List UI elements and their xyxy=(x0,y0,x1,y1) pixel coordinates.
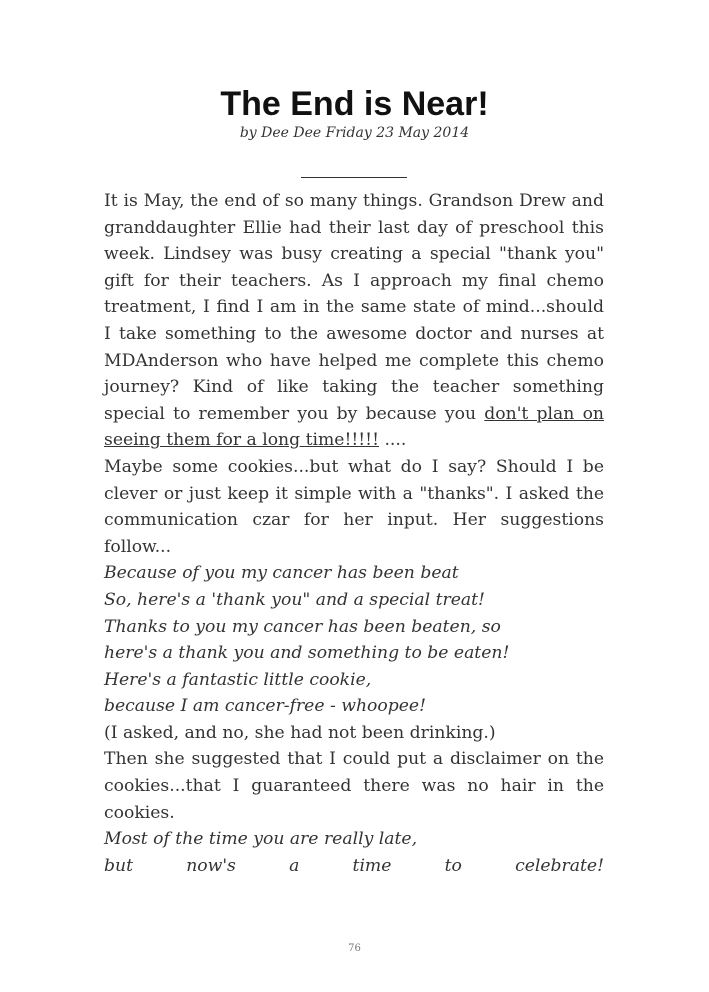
paragraph-cookies: Maybe some cookies...but what do I say? Should I be clever or just keep it simple with a "thanks". I asked the communication czar for her input. Her suggestions follow... xyxy=(104,456,604,557)
poem-line: So, here's a 'thank you" and a special treat! xyxy=(104,589,485,610)
page-number: 76 xyxy=(348,943,361,954)
article-body xyxy=(104,188,604,879)
title-divider xyxy=(301,177,407,178)
poem-line: Here's a fantastic little cookie, xyxy=(104,669,372,690)
poem-line: Because of you my cancer has been beat xyxy=(104,563,459,584)
paragraph-intro-ellipsis: .... xyxy=(379,430,407,451)
paragraph-intro xyxy=(104,188,604,454)
poem-line: here's a thank you and something to be eaten! xyxy=(104,643,510,664)
article-title: The End is Near! xyxy=(220,85,489,123)
paragraph-disclaimer: Then she suggested that I could put a disclaimer on the cookies...that I guaranteed there was no hair in the cookies. xyxy=(104,749,604,823)
poem-line: because I am cancer-free - whoopee! xyxy=(104,696,426,717)
article-byline: by Dee Dee Friday 23 May 2014 xyxy=(239,125,470,141)
aside-note: (I asked, and no, she had not been drinking.) xyxy=(104,722,496,743)
closing-line: but now's a time to celebrate! xyxy=(104,855,604,876)
poem-line: Thanks to you my cancer has been beaten, so xyxy=(104,616,501,637)
paragraph-intro-text: It is May, the end of so many things. Grandson Drew and granddaughter Ellie had their last day of preschool this week. Lindsey was busy creating a special "thank you" gift for their teachers. As I approach my final chemo treatment, I find I am in the same state of mind...should I take something to the awesome doctor and nurses at MDAnderson who have helped me complete this chemo journey? Kind of like taking the teacher something special to remember you by because you xyxy=(104,191,604,424)
seeing-them-link[interactable]: don't plan on seeing them for a long time!!!!! xyxy=(104,403,605,451)
closing-line: Most of the time you are really late, xyxy=(104,829,418,850)
